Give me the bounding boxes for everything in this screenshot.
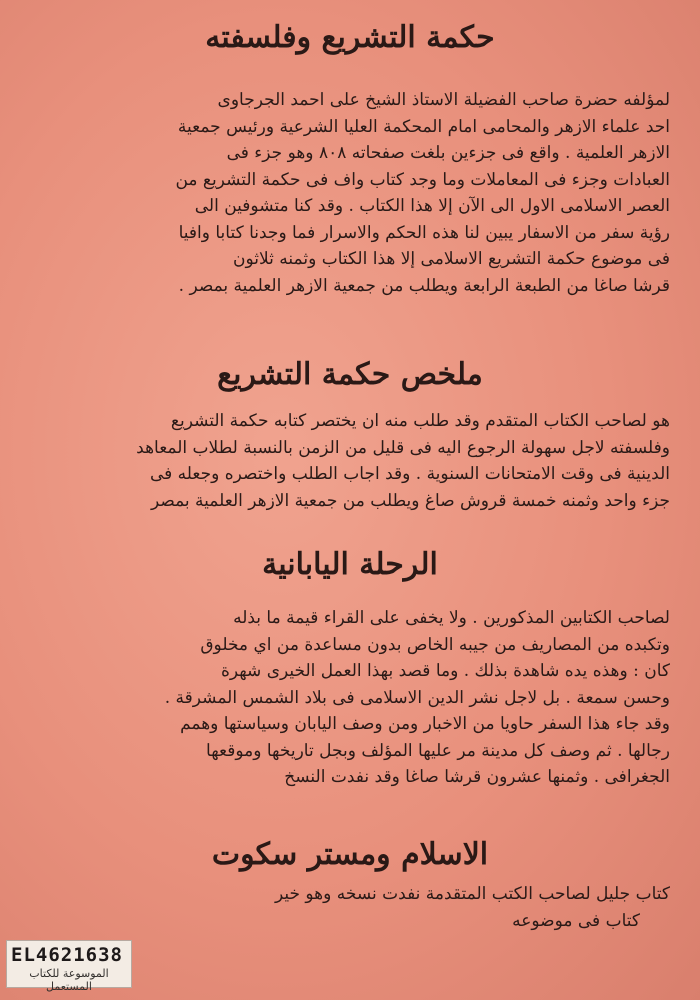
text-line: وحسن سمعة . بل لاجل نشر الدين الاسلامى فى بلاد الشمس المشرقة . [164, 687, 670, 708]
stamp-library-name: الموسوعة للكتاب المستعمل [29, 967, 109, 993]
text-line: رؤية سفر من الاسفار يبين لنا هذه الحكم والاسرار فما وجدنا كتابا وافيا [178, 222, 670, 243]
heading-islam-scott: الاسلام ومستر سكوت [211, 837, 489, 872]
text-line: لمؤلفه حضرة صاحب الفضيلة الاستاذ الشيخ على احمد الجرجاوى [217, 90, 670, 110]
paragraph-mulakhas [30, 408, 670, 514]
text-line: هو لصاحب الكتاب المتقدم وقد طلب منه ان يختصر كتابه حكمة التشريع [170, 411, 670, 431]
text-line: وفلسفته لاجل سهولة الرجوع اليه فى قليل من الزمن بالنسبة لطلاب المعاهد [136, 437, 670, 458]
text-line: العصر الاسلامى الاول الى الآن إلا هذا الكتاب . وقد كنا متشوفين الى [194, 196, 670, 216]
text-line: كان : وهذه يده شاهدة بذلك . وما قصد بهذا العمل الخيرى شهرة [220, 661, 670, 681]
text-line: فى موضوع حكمة التشريع الاسلامى إلا هذا الكتاب وثمنه ثلاثون [233, 249, 670, 269]
library-stamp [6, 940, 132, 993]
paragraph-hikmat-altashri [30, 87, 670, 299]
text-line: كتاب جليل لصاحب الكتب المتقدمة نفدت نسخه وهو خير [274, 884, 670, 904]
text-line: كتاب فى موضوعه [512, 910, 640, 931]
heading-rihla: الرحلة اليابانية [262, 547, 438, 582]
text-line: الدينية فى وقت الامتحانات السنوية . وقد اجاب الطلب واختصره وجعله فى [149, 464, 670, 484]
text-line: احد علماء الازهر والمحامى امام المحكمة العليا الشرعية ورئيس جمعية [177, 116, 670, 137]
text-line: جزء واحد وثمنه خمسة قروش صاغ ويطلب من جمعية الازهر العلمية بمصر [150, 490, 670, 511]
heading-hikmat-altashri: حكمة التشريع وفلسفته [205, 20, 495, 55]
text-line: وقد جاء هذا السفر حاويا من الاخبار ومن وصف اليابان وسياستها وهمم [180, 714, 670, 734]
text-line: العبادات وجزء فى المعاملات وما وجد كتاب واف فى حكمة التشريع من [175, 169, 670, 190]
text-line: رجالها . ثم وصف كل مدينة مر عليها المؤلف وبجل تاريخها وموقعها [206, 740, 670, 761]
text-line: الازهر العلمية . واقع فى جزءين بلغت صفحاته ٨٠٨ وهو جزء فى [226, 143, 670, 163]
text-line: قرشا صاغا من الطبعة الرابعة ويطلب من جمعية الازهر العلمية بمصر . [178, 275, 670, 296]
document-page [30, 15, 670, 931]
text-line: وتكبده من المصاريف من جيبه الخاص بدون مساعدة من اي مخلوق [200, 634, 670, 655]
text-line: الجغرافى . وثمنها عشرون قرشا صاغا وقد نفدت النسخ [284, 767, 670, 787]
heading-mulakhas: ملخص حكمة التشريع [217, 357, 483, 392]
paragraph-rihla [30, 605, 670, 791]
paragraph-islam-scott [30, 881, 670, 934]
stamp-code: EL4621638 [11, 944, 123, 966]
text-line: لصاحب الكتابين المذكورين . ولا يخفى على القراء قيمة ما بذله [233, 608, 670, 628]
